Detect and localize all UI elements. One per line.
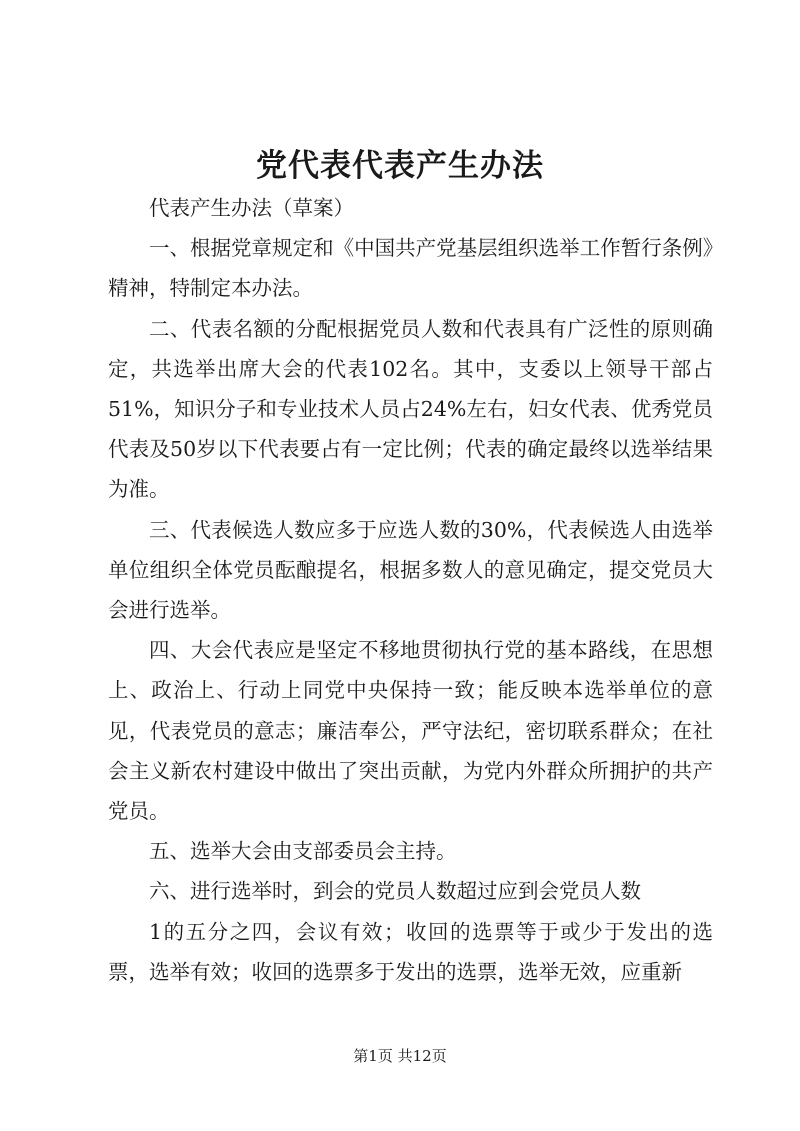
document-body <box>108 188 713 992</box>
paragraph-5: 五、选举大会由支部委员会主持。 <box>149 839 457 864</box>
paragraph-7: 1的五分之四，会议有效；收回的选票等于或少于发出的选票，选举有效；收回的选票多于发出的选票，选举无效，应重新 <box>108 919 713 984</box>
paragraph-3: 三、代表候选人数应多于应选人数的30%，代表候选人由选举单位组织全体党员酝酿提名，根据多数人的意见确定，提交党员大会进行选举。 <box>108 517 713 623</box>
paragraph-6: 六、进行选举时，到会的党员人数超过应到会党员人数 <box>149 879 641 904</box>
paragraph-4: 四、大会代表应是坚定不移地贯彻执行党的基本路线，在思想上、政治上、行动上同党中央保持一致；能反映本选举单位的意见，代表党员的意志；廉洁奉公，严守法纪，密切联系群众；在社会主义新农村建设中做出了突出贡献，为党内外群众所拥护的共产党员。 <box>108 638 713 824</box>
page-number-footer: 第1页 共12页 <box>353 1047 447 1065</box>
paragraph-1: 一、根据党章规定和《中国共产党基层组织选举工作暂行条例》精神，特制定本办法。 <box>108 236 713 301</box>
paragraph-subtitle: 代表产生办法（草案） <box>149 196 354 220</box>
paragraph-2: 二、代表名额的分配根据党员人数和代表具有广泛性的原则确定，共选举出席大会的代表102名。其中，支委以上领导干部占51%，知识分子和专业技术人员占24%左右，妇女代表、优秀党员代表及50岁以下代表要占有一定比例；代表的确定最终以选举结果为准。 <box>108 316 713 502</box>
document-title: 党代表代表产生办法 <box>256 148 544 184</box>
